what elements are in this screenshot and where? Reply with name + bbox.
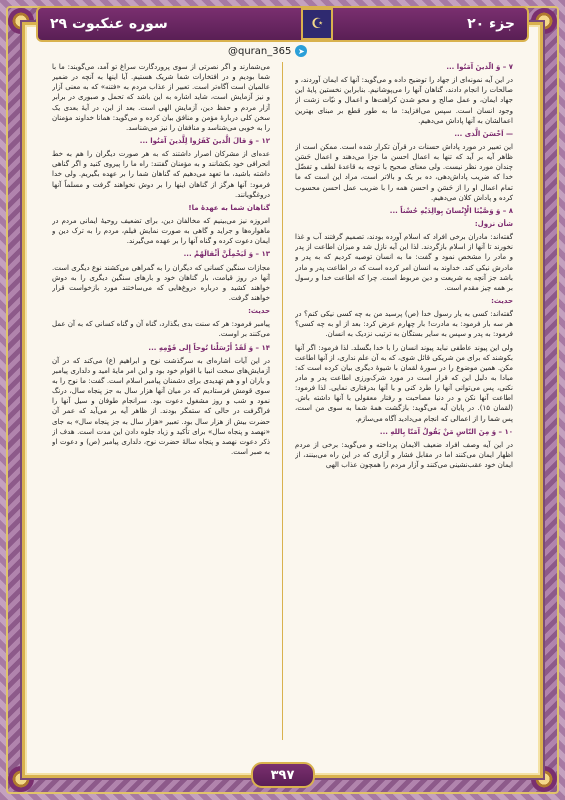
- verse-heading: ۷ – وَ الَّذینَ آمَنُوا ...: [446, 63, 513, 71]
- paragraph: گفته‌اند: مادران برخی افراد که اسلام آورده بودند، تصمیم گرفتند آب و غذا نخورند تا آنها از اسلام بازگردند. لذا این آیه نازل شد و میزان اطاعت از پدر و مادر را مشخص نمود و گفت: ما به انسان توصیه کردیم که به پدر و مادرش نیکی کند. خداوند به انسان امر کرده است که در اطاعت پدر و مادر باشد جز آنچه به شریعت و دین مربوط است. چرا که اطاعت خدا و رسول بر همه چیز مقدم است.: [295, 233, 513, 292]
- juz-label: جزء ۲۰: [467, 16, 515, 32]
- left-column: [52, 62, 270, 740]
- section-heading: حدیث:: [491, 296, 513, 305]
- content: [52, 62, 513, 740]
- surah-label: سوره عنکبوت ۲۹: [50, 16, 168, 32]
- paragraph: پیامبر فرمود: هر که سنت بدی بگذارد، گناه آن و گناه کسانی که به آن عمل می‌کنند بر اوست.: [52, 320, 270, 339]
- handle-text: @quran_365: [228, 45, 292, 57]
- verse-heading: — اَحْسَنَ الَّذى ...: [454, 129, 513, 138]
- verse-heading: ۸ – وَ وَصَّیْنَا الْإِنْسانَ بِوالِدَیْهِ حُسْناً ...: [389, 206, 513, 215]
- paragraph: این تعبیر در مورد پاداش حسنات در قرآن تکرار شده است. ممکن است از ظاهر آیه بر آید که تنها به اعمال احسن ما جزا می‌دهند و اعمال حَسَن چندان مورد نظر نیست. ولی معنای صحیح با توجه به قاعدهٔ لطف و تفضّل خدا که ضریب پاداش‌دهی، ده بر یک و بالاتر است، مراد این است که ما تمام اعمال او را از حَسَن و احسن همه را با ضریب عمل احسن محسوب کرده و پاداش کلان می‌دهیم.: [295, 142, 513, 202]
- section-heading: شأن نزول:: [474, 219, 513, 228]
- telegram-icon: ➤: [295, 45, 307, 57]
- paragraph: در این آیه وصف افراد ضعیف الایمان پرداخته و می‌گوید: برخی از مردم اظهار ایمان می‌کنند اما در مقابل فشار و آزاری که در این راه می‌بینند، از ایمان خود عقب‌نشینی می‌کنند و آزار مردم را همچون عذاب الهی: [295, 440, 513, 470]
- page-header: [36, 6, 529, 42]
- verse-heading: ۱۳ – وَ لَیَحْمِلُنَّ أَثْقالَهُمْ ...: [183, 250, 270, 259]
- verse-heading: ۱۲ – وَ قالَ الَّذینَ کَفَرُوا لِلَّذینَ آمَنُوا ...: [139, 136, 270, 145]
- page-number: ۳۹۷: [251, 762, 315, 788]
- section-heading: گناهان شما به عهدهٔ ما!: [188, 203, 270, 212]
- paragraph: عده‌ای از مشرکان اصرار داشتند که به هر صورت دیگران را هم به خط انحرافی خود بکشانند و به مؤمنان گفتند: راه ما را پیروی کنید و اگر گناهی داشته باشید، ما تعهد می‌دهیم که گناهان شما را بر عهده بگیریم. ولی خدا فرمود: آنها هرگز از گناهان اینها را بر دوش نخواهند گرفت و مسلماً آنها دروغگویانند.: [52, 150, 270, 199]
- paragraph: ولی این پیوند عاطفی نباید پیوند انسان را با خدا بگسلد. لذا فرمود: اگر آنها بکوشند که برای من شریکی قائل شوی، که به آن علم نداری، از آنها اطاعت مکن. همین موضوع را در سورهٔ لقمان با شیوهٔ دیگری بیان کرده است که: مبادا به دلیل این که قرار است در مورد شرک‌ورزی اطاعت پدر و مادر نکنی، پس می‌توانی آنها را طرد کنی و با آنها بدرفتاری نمایی. لذا فرمود: اطاعت آنها نکن و در دنیا مصاحبت و رفتار معقولی با آنها داشته باش. (لقمان ۱۵). در پایان آیه می‌گوید: بازگشت همهٔ شما به سوی من است، پس شما را از اعمالی که انجام می‌دادید آگاه می‌سازم.: [295, 343, 513, 423]
- social-handle[interactable]: [228, 44, 307, 58]
- paragraph: امروزه نیز می‌بینیم که مخالفان دین، برای تضعیف روحیهٔ ایمانی مردم در ماهواره‌ها و جراید و گاهی به صورت نمایش فیلم، مردم را به ترک دین و ایمان دعوت کرده و گناه آنها را بر عهده می‌گیرند.: [52, 216, 270, 246]
- column-divider: [282, 62, 283, 740]
- verse-heading: ۱۰ – وَ مِنَ النّاسِ مَنْ یَقُولُ آمَنّا بِاللهِ ...: [379, 427, 513, 436]
- paragraph: مجازات سنگین کسانی که دیگران را به گمراهی می‌کشند نوع دیگری است. آنها در روز قیامت، بار گناهان خود و بارهای سنگین دیگری را به دوش خواهند کشید و درباره دروغ‌هایی که می‌ساختند مورد بازخواست قرار خواهند گرفت.: [52, 263, 270, 302]
- quran-logo-icon: ☪: [301, 8, 333, 40]
- section-heading: حدیث:: [248, 307, 270, 316]
- right-column: [295, 62, 513, 740]
- verse-heading: ۱۴ – وَ لَقَدْ أَرْسَلْنا نُوحاً إِلی قَوْمِهِ ...: [148, 343, 270, 352]
- paragraph: گفته‌اند: کسی به یار رسول خدا (ص) پرسید من به چه کسی نیکی کنم؟ در هر سه بار فرمود: به مادرت! بار چهارم عرض کرد: بعد از او به چه کسی؟ فرمود: به پدر و سپس به سایر بستگان به ترتیب نزدیک به انسان.: [295, 310, 513, 339]
- paragraph: در این آیات اشاره‌ای به سرگذشت نوح و ابراهیم (ع) می‌کند که در آن آزمایش‌های سخت انبیا با اقوام خود بود و این امر مایهٔ امید و دلداری پیامبر و یاران او و هم تهدیدی برای دشمنان پیامبر اسلام است. گفت: ما نوح را به سوی قومش فرستادیم که در میان آنها هزار سال به جز پنجاه سال، درنگ نمود و شب و روز مشغول دعوت بود. سرانجام طوفان و سیل آنها را فراگرفت در حالی که ستمگر بودند. از ظاهر آیه بر می‌آید که عمر آن حضرت بیش از هزار سال بود. تعبیر «هزار سال به جز پنجاه سال» به جای «نهصد و پنجاه سال» برای تأکید و زیاد جلوه دادن این مدت است. هدف از ذکر دعوت نهصد و پنجاه سالهٔ حضرت نوح، دلداری پیامبر (ص) و دعوت او به صبر است.: [52, 356, 270, 456]
- paragraph: در این آیه نمونه‌ای از جهاد را توضیح داده و می‌گوید: آنها که ایمان آوردند، و صالحات را انجام دادند، گناهان آنها را می‌پوشانیم. بنابراین نخستین پایهٔ این جهاد ایمان، و عمل صالح و محو شدن کراهت‌ها و اعمال و نیّات زشت از وجود انسان است. سپس می‌افزاید: ما به طور قطع بر مبنای بهترین اعمالشان به آنها پاداش می‌دهیم.: [295, 76, 513, 125]
- paragraph: می‌شمارند و اگر نصرتی از سوی پروردگارت سراغ تو آمد، می‌گویند: ما با شما بودیم و در افتخارات شما شریک هستیم. آیا اینها به آنچه در ضمیر عالمیان است آگاه‌تر است. تعبیر از عذاب مردم به «فتنه» که به معنی آزار و نیز آزمایش است، شاید اشاره به این باشد که تحمل و صبوری در برابر آزار مردم و حفظ دین، آزمایش الهی است. بعد از این، در آیهٔ بعدی یک سخن کلی دربارهٔ مؤمن و منافق بیان کرده و می‌گوید: همانا خداوند مؤمنان را به خوبی می‌شناسد و منافقان را نیز می‌شناسد.: [52, 63, 270, 132]
